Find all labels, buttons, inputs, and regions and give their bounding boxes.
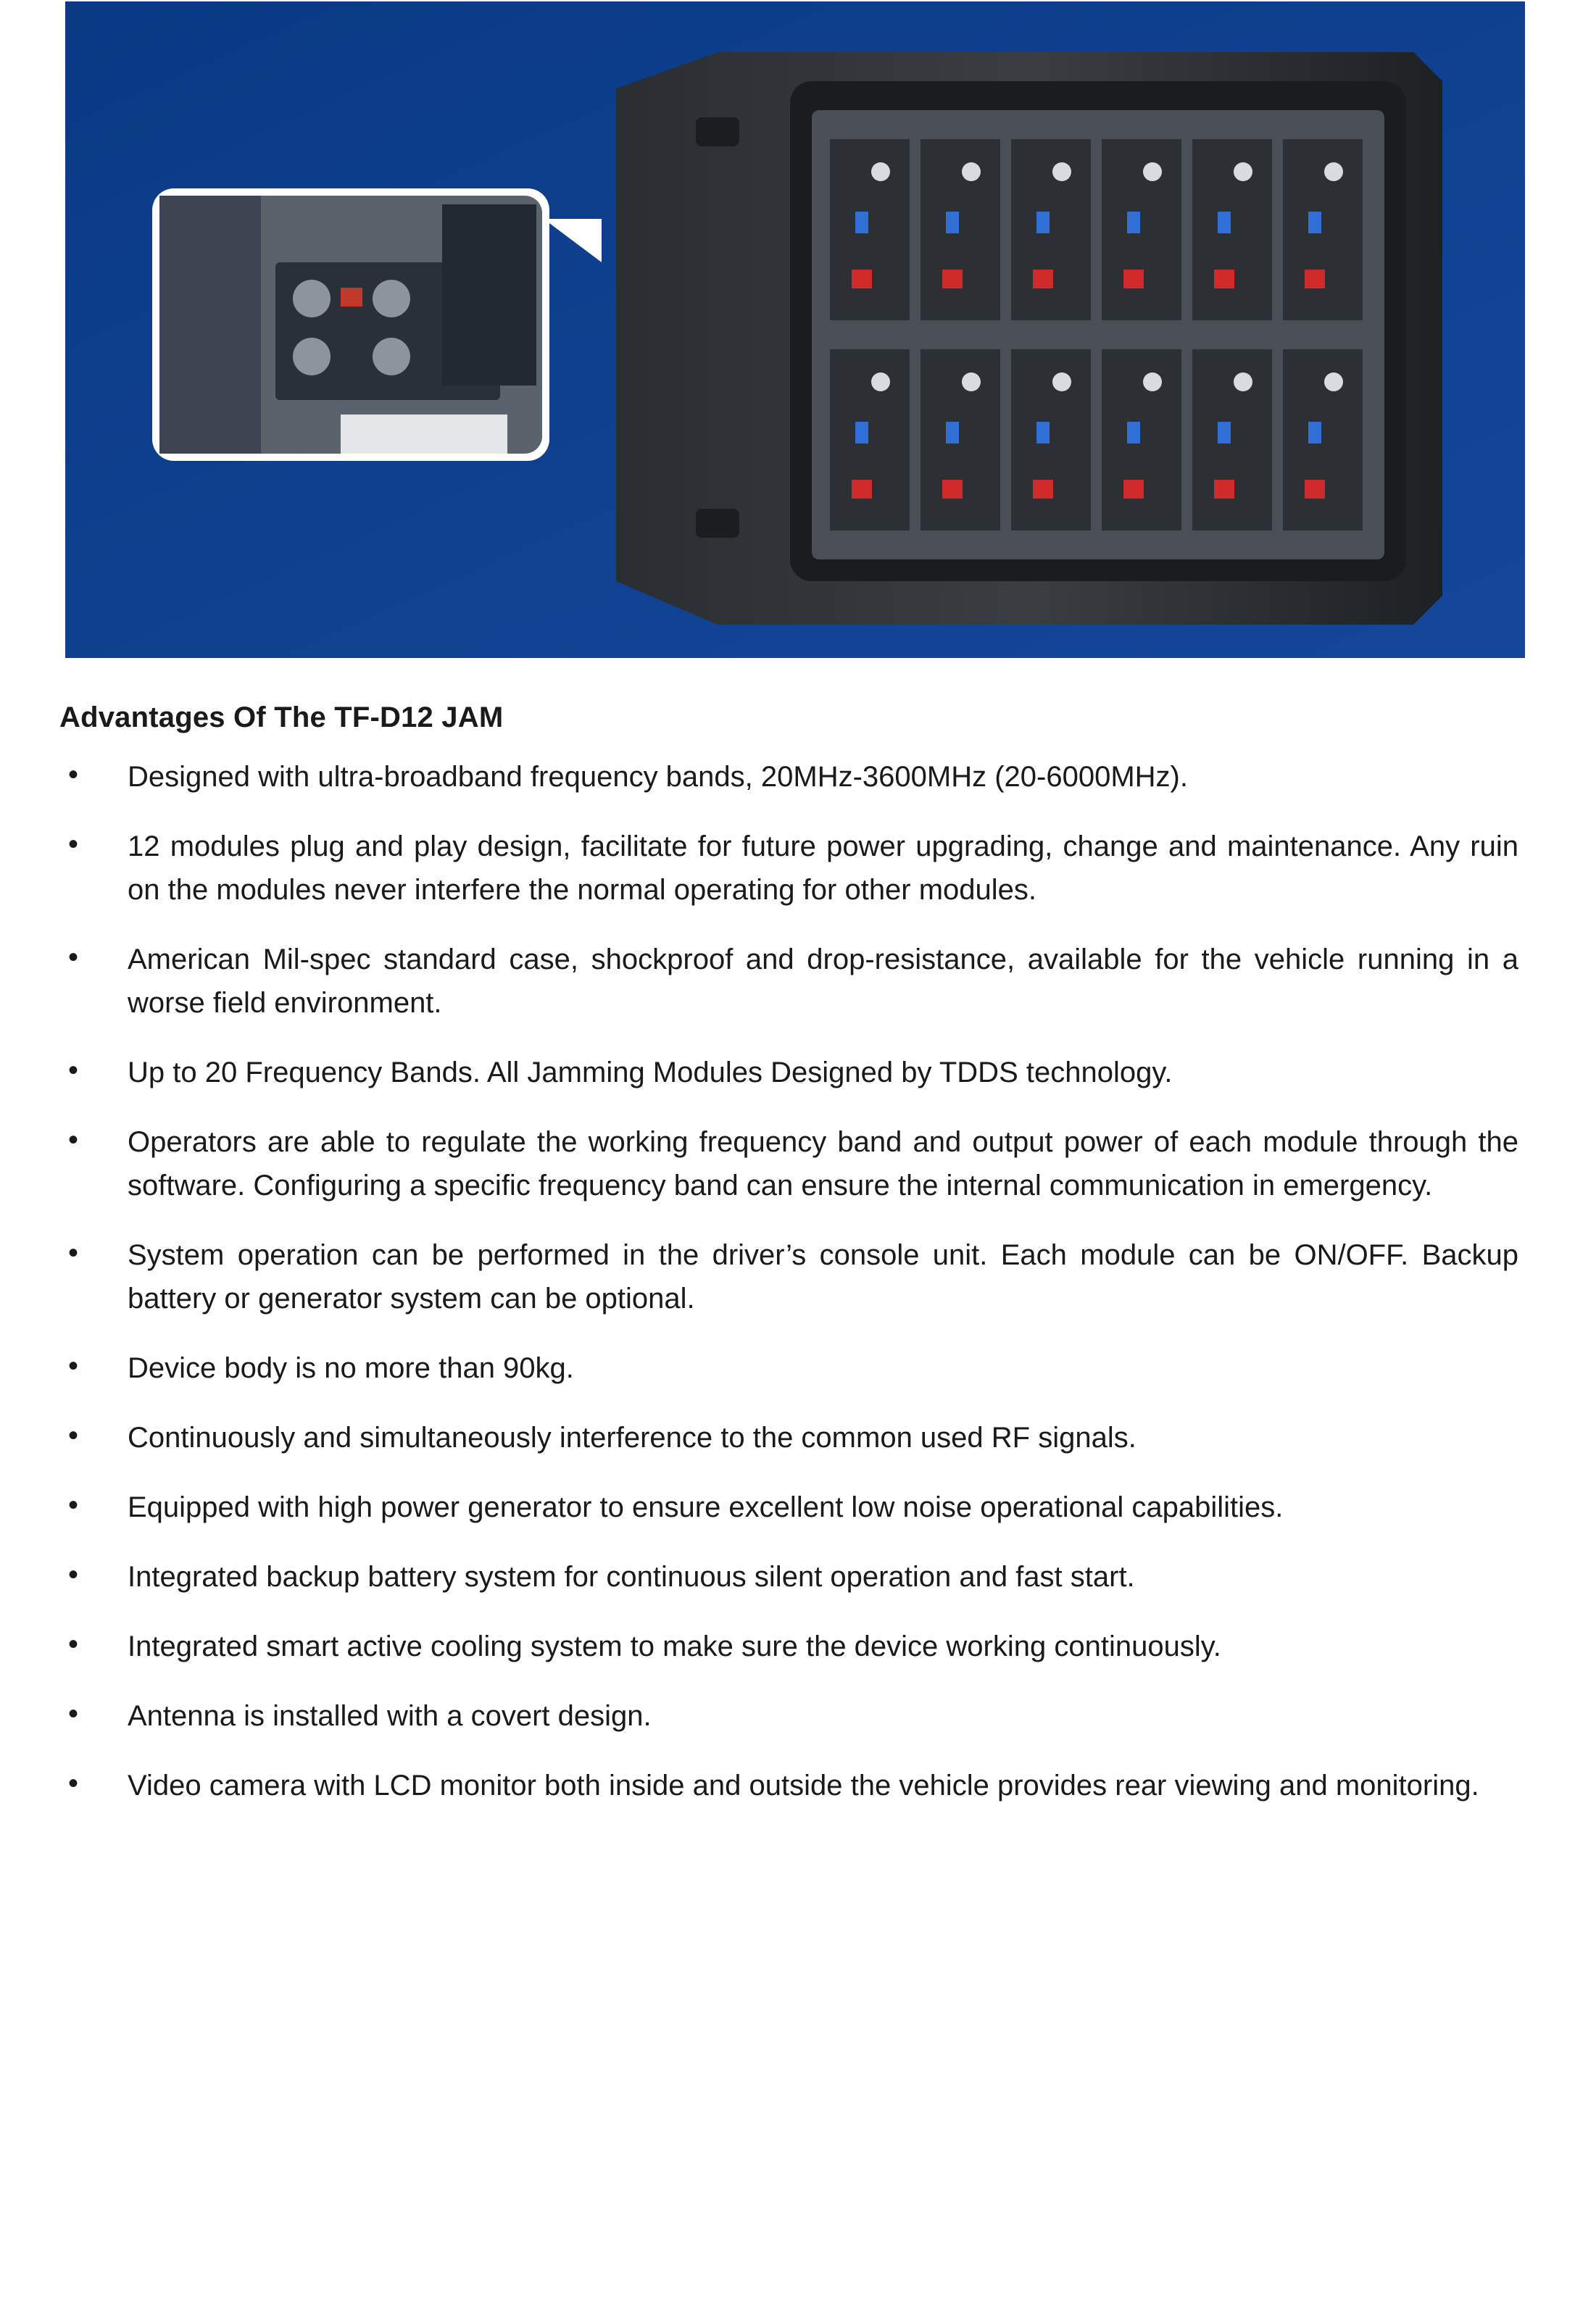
list-item-text: Operators are able to regulate the working frequency band and output power of each module through the software. Configuring a specific frequency band can ensure the internal communication in emergency.: [128, 1126, 1518, 1201]
list-item-text: Integrated backup battery system for continuous silent operation and fast start.: [128, 1561, 1135, 1593]
bullet-icon: •: [68, 1698, 79, 1730]
list-item-text: Continuously and simultaneously interference to the common used RF signals.: [128, 1422, 1136, 1454]
list-item: [0, 755, 1575, 799]
list-item: [0, 1555, 1575, 1599]
list-item-text: Up to 20 Frequency Bands. All Jamming Modules Designed by TDDS technology.: [128, 1057, 1173, 1088]
section-heading: Advantages Of The TF-D12 JAM: [59, 701, 504, 733]
list-item: [0, 825, 1575, 912]
bullet-icon: •: [68, 1237, 79, 1269]
bullet-icon: •: [68, 1628, 79, 1660]
list-item: [0, 1764, 1575, 1807]
bullet-icon: •: [68, 828, 79, 860]
mil-spec-case-icon: [616, 52, 1442, 625]
bullet-icon: •: [68, 1054, 79, 1086]
bullet-icon: •: [68, 1124, 79, 1156]
list-item-text: Equipped with high power generator to ensure excellent low noise operational capabilities.: [128, 1491, 1284, 1523]
list-item-text: Designed with ultra-broadband frequency bands, 20MHz-3600MHz (20-6000MHz).: [128, 761, 1188, 793]
list-item: [0, 1346, 1575, 1390]
vehicle-installation-inset-icon: [152, 188, 602, 461]
list-item: [0, 938, 1575, 1025]
bullet-icon: •: [68, 941, 79, 973]
list-item: [0, 1051, 1575, 1094]
list-item-text: Video camera with LCD monitor both inside and outside the vehicle provides rear viewing and monitoring.: [128, 1770, 1479, 1802]
bullet-icon: •: [68, 759, 79, 791]
list-item: [0, 1486, 1575, 1529]
bullet-icon: •: [68, 1420, 79, 1452]
list-item: [0, 1233, 1575, 1320]
advantages-list: [0, 755, 1575, 1833]
list-item-text: 12 modules plug and play design, facilitate for future power upgrading, change and maintenance. Any ruin on the modules never interfere the normal operating for other modules.: [128, 830, 1518, 906]
product-hero-image: [65, 1, 1525, 658]
list-item-text: American Mil-spec standard case, shockproof and drop-resistance, available for the vehicle running in a worse field environment.: [128, 944, 1518, 1019]
list-item: [0, 1625, 1575, 1668]
bullet-icon: •: [68, 1559, 79, 1591]
list-item-text: Device body is no more than 90kg.: [128, 1352, 574, 1384]
list-item: [0, 1416, 1575, 1459]
bullet-icon: •: [68, 1489, 79, 1521]
bullet-icon: •: [68, 1767, 79, 1799]
list-item-text: System operation can be performed in the driver’s console unit. Each module can be ON/OFF. Backup battery or generator system can be optional.: [128, 1239, 1518, 1315]
list-item-text: Antenna is installed with a covert design.: [128, 1700, 652, 1732]
list-item: [0, 1120, 1575, 1207]
list-item-text: Integrated smart active cooling system to make sure the device working continuously.: [128, 1630, 1221, 1662]
list-item: [0, 1694, 1575, 1738]
bullet-icon: •: [68, 1350, 79, 1382]
